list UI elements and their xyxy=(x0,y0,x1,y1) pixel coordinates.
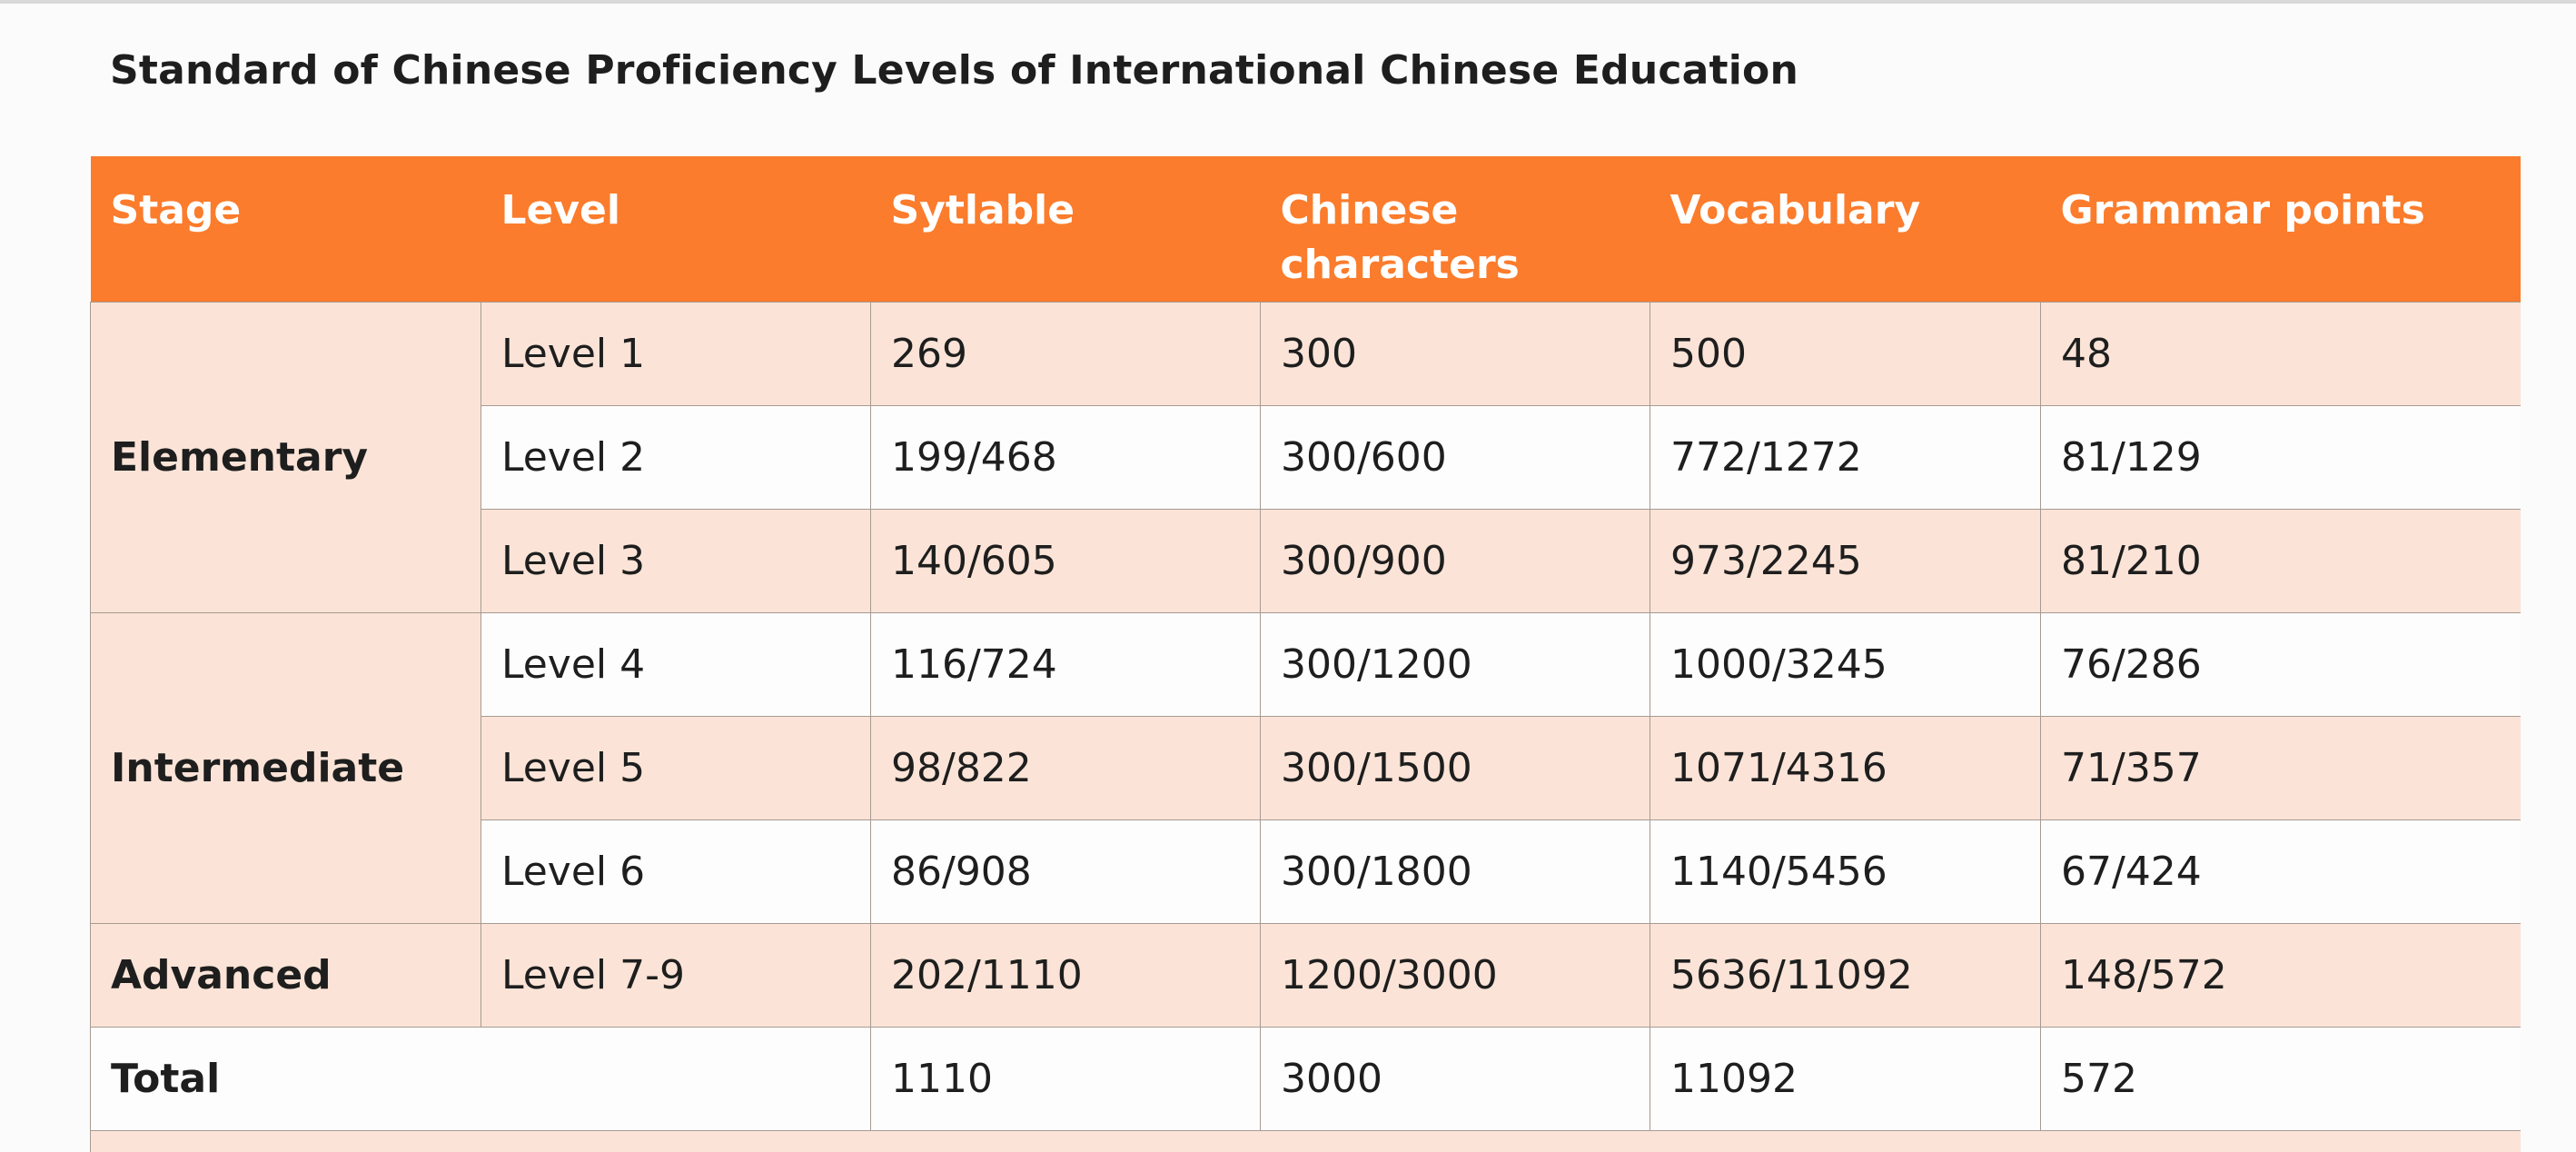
proficiency-table-container xyxy=(90,156,2521,1152)
cell-grammar: 81/129 xyxy=(2041,406,2522,510)
cell-vocabulary: 772/1272 xyxy=(1650,406,2041,510)
cell-level: Level 1 xyxy=(481,303,871,406)
cell-vocabulary: 5636/11092 xyxy=(1650,924,2041,1028)
header-stage: Stage xyxy=(91,156,481,303)
cell-grammar: 67/424 xyxy=(2041,820,2522,924)
header-syllable: Sytlable xyxy=(871,156,1261,303)
cell-syllable: 199/468 xyxy=(871,406,1261,510)
page-title: Standard of Chinese Proficiency Levels of International Chinese Education xyxy=(110,47,1799,94)
cell-level: Level 2 xyxy=(481,406,871,510)
cell-grammar: 148/572 xyxy=(2041,924,2522,1028)
header-vocabulary: Vocabulary xyxy=(1650,156,2041,303)
cell-characters: 1200/3000 xyxy=(1261,924,1650,1028)
cell-vocabulary: 1071/4316 xyxy=(1650,717,2041,820)
cell-syllable: 98/822 xyxy=(871,717,1261,820)
cell-vocabulary: 500 xyxy=(1650,303,2041,406)
total-characters: 3000 xyxy=(1261,1028,1650,1131)
cell-level: Level 6 xyxy=(481,820,871,924)
table-row xyxy=(91,303,2522,406)
table-header-row xyxy=(91,156,2522,303)
stage-intermediate: Intermediate xyxy=(91,613,481,924)
table-row-partial xyxy=(91,1131,2522,1152)
cell-level: Level 5 xyxy=(481,717,871,820)
header-chinese-characters xyxy=(1261,156,1650,303)
cell-syllable: 86/908 xyxy=(871,820,1261,924)
cell-characters: 300/600 xyxy=(1261,406,1650,510)
header-characters-line2: characters xyxy=(1280,242,1520,288)
table-row xyxy=(91,613,2522,717)
total-grammar: 572 xyxy=(2041,1028,2522,1131)
proficiency-levels-table xyxy=(90,156,2521,1152)
cell-level: Level 4 xyxy=(481,613,871,717)
cell-syllable: 116/724 xyxy=(871,613,1261,717)
top-border-line xyxy=(0,0,2576,4)
stage-elementary: Elementary xyxy=(91,303,481,613)
header-characters-line1: Chinese xyxy=(1280,187,1459,233)
header-grammar-points: Grammar points xyxy=(2041,156,2522,303)
table-row xyxy=(91,924,2522,1028)
cell-grammar: 48 xyxy=(2041,303,2522,406)
cell-syllable: 202/1110 xyxy=(871,924,1261,1028)
cell-grammar: 71/357 xyxy=(2041,717,2522,820)
cell-characters: 300/900 xyxy=(1261,510,1650,613)
cell-characters: 300 xyxy=(1261,303,1650,406)
cell-vocabulary: 1000/3245 xyxy=(1650,613,2041,717)
total-label: Total xyxy=(91,1028,871,1131)
header-level: Level xyxy=(481,156,871,303)
cell-level: Level 7-9 xyxy=(481,924,871,1028)
stage-advanced: Advanced xyxy=(91,924,481,1028)
cell-syllable: 269 xyxy=(871,303,1261,406)
cell-grammar: 76/286 xyxy=(2041,613,2522,717)
cell-vocabulary: 1140/5456 xyxy=(1650,820,2041,924)
cell-grammar: 81/210 xyxy=(2041,510,2522,613)
cell-level: Level 3 xyxy=(481,510,871,613)
total-syllable: 1110 xyxy=(871,1028,1261,1131)
cell-syllable: 140/605 xyxy=(871,510,1261,613)
partial-row-cell xyxy=(91,1131,2522,1152)
cell-characters: 300/1800 xyxy=(1261,820,1650,924)
total-vocabulary: 11092 xyxy=(1650,1028,2041,1131)
table-row-total xyxy=(91,1028,2522,1131)
cell-characters: 300/1500 xyxy=(1261,717,1650,820)
cell-characters: 300/1200 xyxy=(1261,613,1650,717)
cell-vocabulary: 973/2245 xyxy=(1650,510,2041,613)
